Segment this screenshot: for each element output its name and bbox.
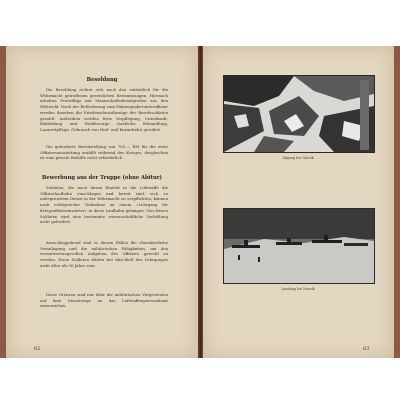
photo-caption-1: Abgang bei Narvik bbox=[282, 156, 314, 160]
aerial-snowy-mountains-photo bbox=[223, 75, 375, 153]
paragraph-besoldung-1: Die Besoldung richtet sich nach den einheitlich für die Wehrmacht getroffenen gesetzlichen Bestimmungen. Hiernach erhalten Freiwillige mit Mannschaftsdienstgraden aus den Wehrsold. Nach der Beförderung zum Fahnenjunkerunteroffizier werden daneben die Friedensdienstbezüge der Berufssoldaten gezahlt. Außerdem werden freie Verpflegung, Unterkunft, Bekleidung und Heilfürsorge (ärztliche Behandlung, Lazarettpflege, Gebrauch von Heil- und Kurmitteln) gewährt. bbox=[40, 87, 168, 132]
paragraph-besoldung-2: Die geforderte Bereitstellung von 700,— RM für die erste Offiziersausstattung entfällt während des Krieges, desgleichen ist eine private Beihilfe nicht erforderlich. bbox=[40, 144, 168, 161]
aircraft-on-snowfield-photo bbox=[223, 208, 375, 284]
page-number-left: 62 bbox=[34, 346, 41, 352]
section-heading-bewerbung: Bewerbung aus der Truppe (ohne Abitur) bbox=[41, 175, 162, 181]
paragraph-bewerbung-2: Ausschlaggebend sind in diesen Fällen die charakterliche Veranlagung und die militärischen Fähigkeiten, um den verantwortungsvollen Aufgaben des Offiziers gerecht zu werden. Diese Soldaten dürfen bei Abschluß des Lehrganges nicht älter als 30 Jahre sein. bbox=[40, 240, 168, 268]
right-page bbox=[203, 46, 394, 358]
page-number-right: 63 bbox=[363, 346, 370, 352]
photo-caption-2: Landung bei Narvik bbox=[281, 287, 315, 291]
paragraph-bewerbung-1: Soldaten, die nach ihrem Eintritt in die Luftwaffe die Offizierlaufbahn einschlagen und bereit sind, sich zu unbegrenztem Dienst in der Wehrmacht zu verpflichten, können nach erfolgreicher Teilnahme an einem »Lehrgang für Kriegsoffizieranwärter« in diese Laufbahn gelangen. Von diesen Soldaten wird eine bestimmte wissenschaftliche Vorbildung nicht gefordert. bbox=[40, 185, 168, 225]
open-book bbox=[0, 46, 400, 358]
paragraph-bewerbung-3: Diese Grenzen sind nur über die militärischen Vorgesetzten auf dem Dienstwege an das Luftwaffenpersonalamt einzureichen. bbox=[40, 292, 168, 309]
left-page bbox=[6, 46, 198, 358]
section-heading-besoldung: Besoldung bbox=[86, 77, 118, 83]
